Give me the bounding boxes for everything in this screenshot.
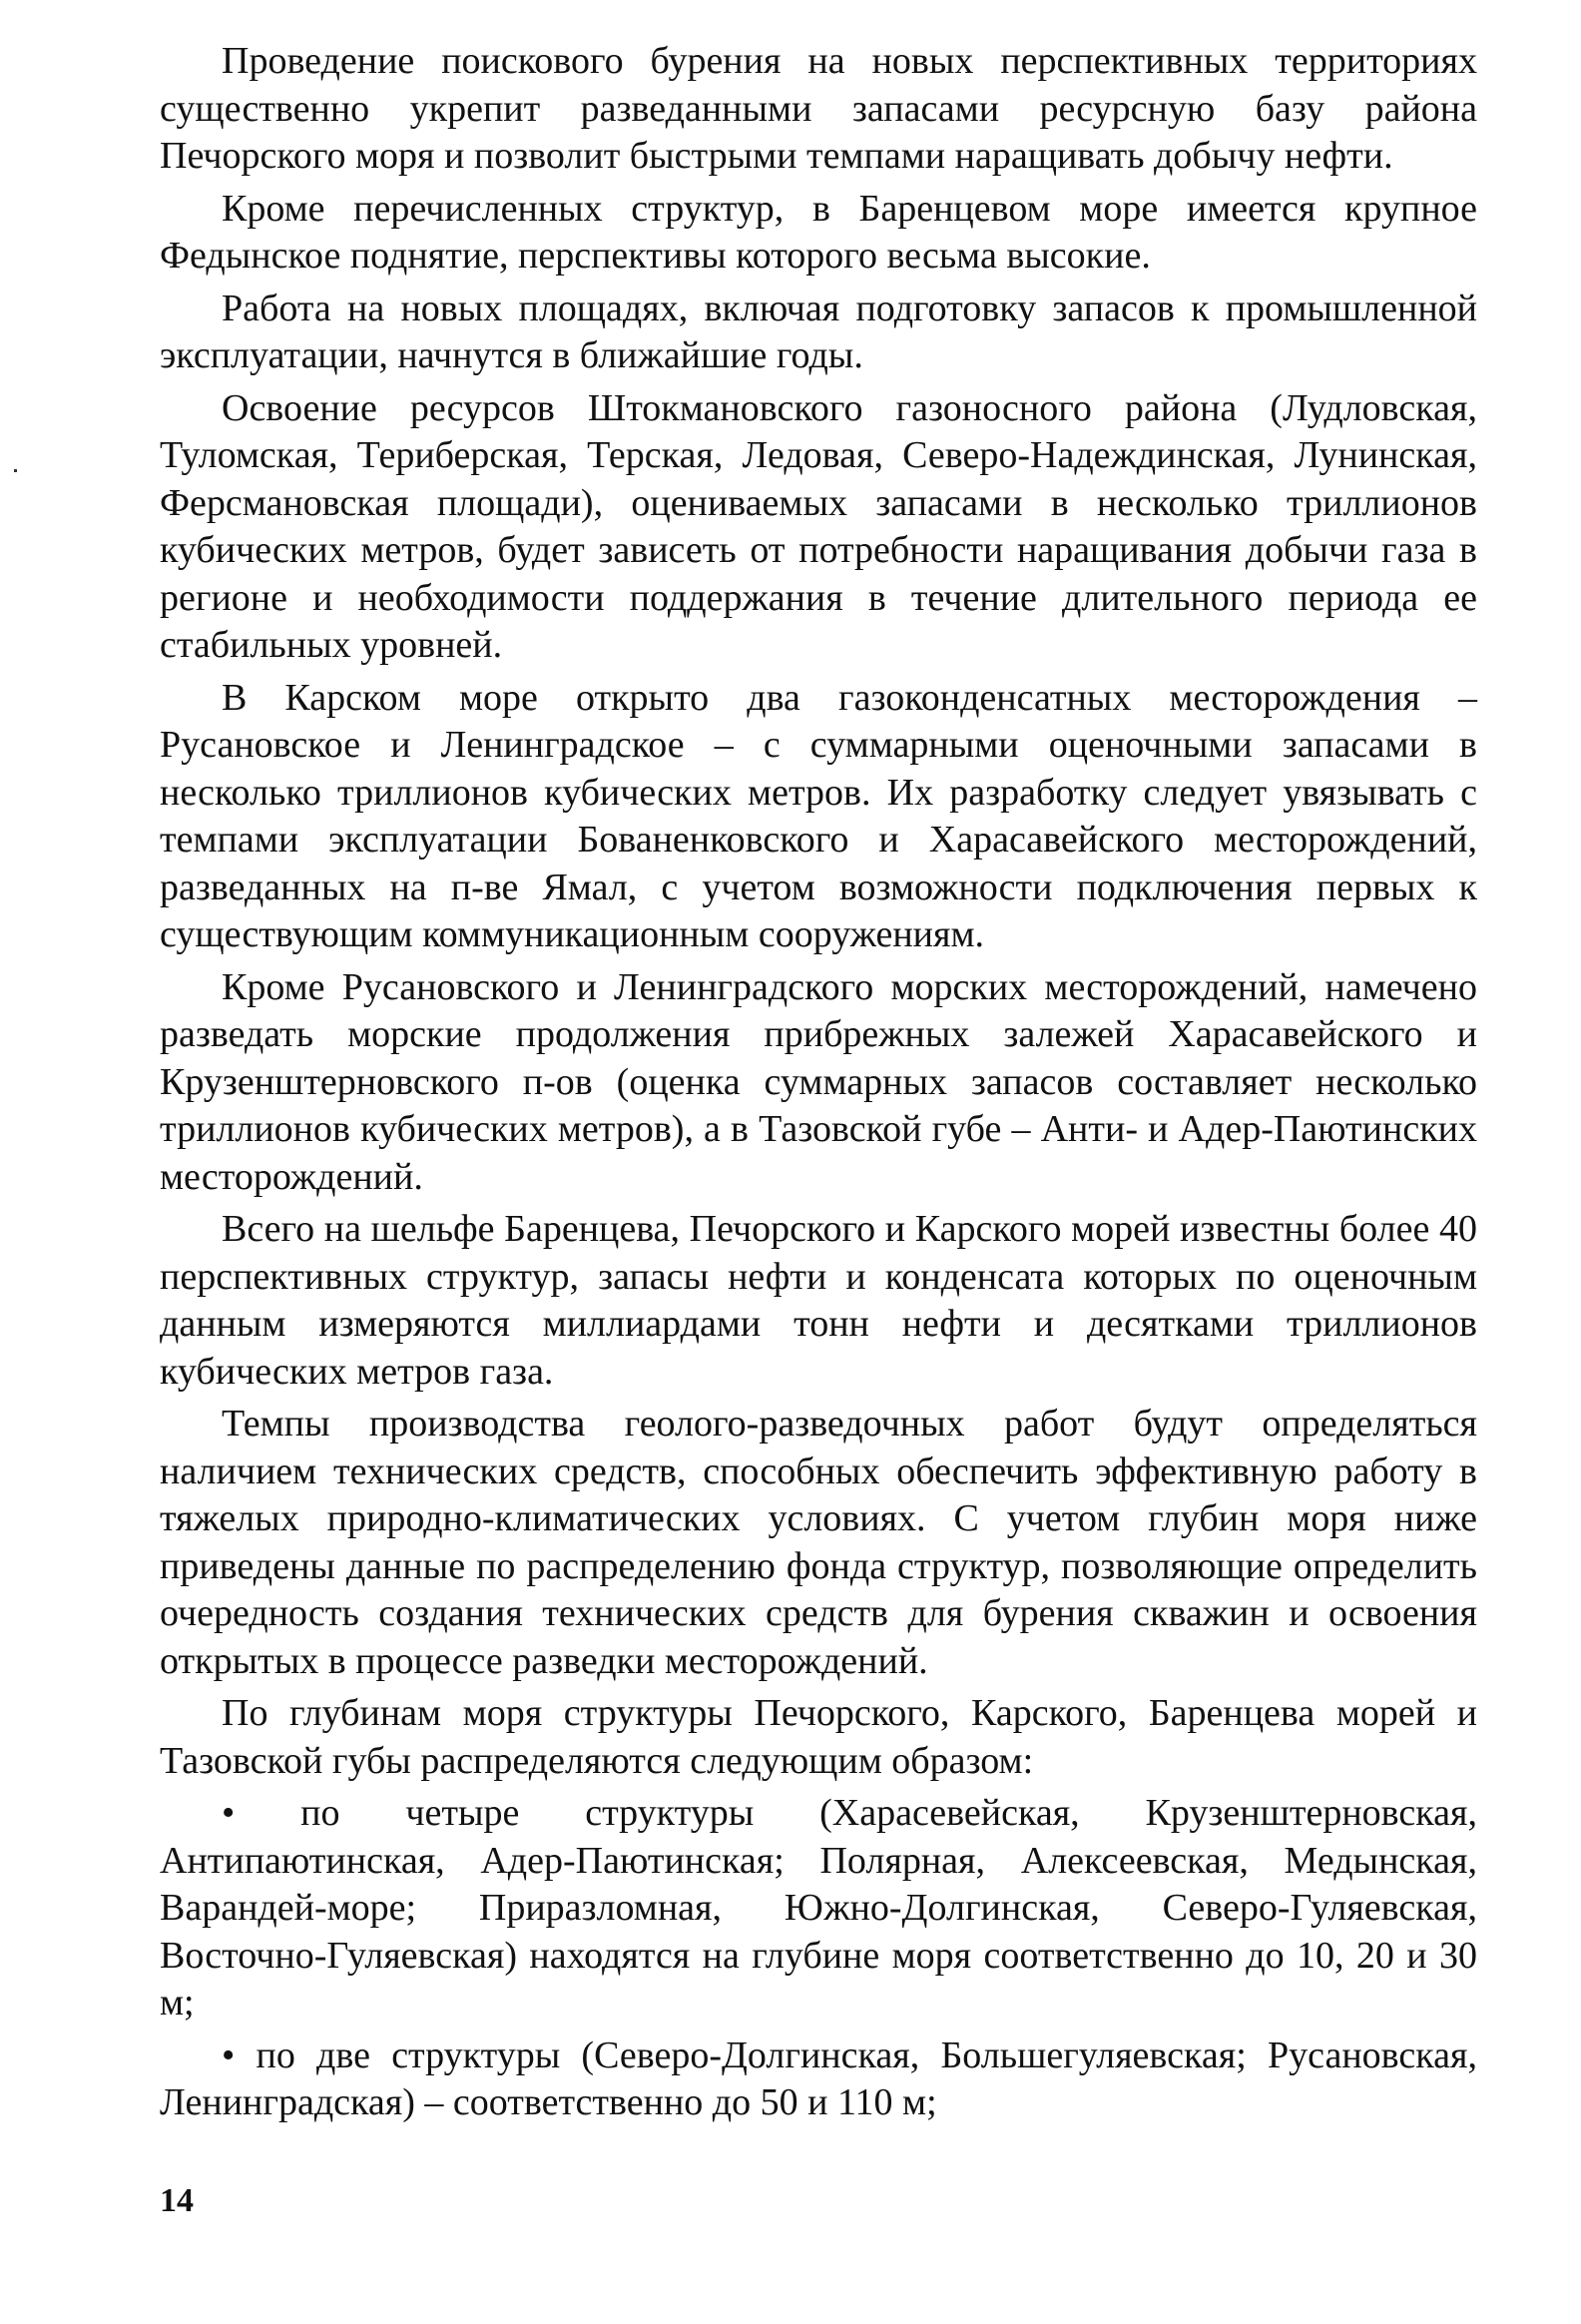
paragraph: В Карском море открыто два газоконденсатных месторождения – Русановское и Ленинградское – с суммарными оценочными запасами в несколько триллионов кубических метров. Их разработку следует увязывать с темпами эксплуатации Бованенковского и Харасавейского месторождений, разведанных на п-ве Ямал, с учетом возможности подключения первых к существующим коммуникационным сооружениям.: [160, 676, 1477, 955]
paragraph: Кроме перечисленных структур, в Баренцевом море имеется крупное Федынское поднятие, перспективы которого весьма высокие.: [160, 187, 1477, 277]
paragraph: Работа на новых площадях, включая подготовку запасов к промышленной эксплуатации, начнутся в ближайшие годы.: [160, 287, 1477, 376]
page-text: [160, 38, 1477, 2132]
list-item: • по четыре структуры (Харасевейская, Крузенштерновская, Антипаютинская, Адер-Паютинская; Полярная, Алексеевская, Медынская, Варандей-море; Приразломная, Южно-Долгинская, Северо-Гуляевская, Восточно-Гуляевская) находятся на глубине моря соответственно до 10, 20 и 30 м;: [160, 1792, 1477, 2024]
paragraph: Кроме Русановского и Ленинградского морских месторождений, намечено разведать морские продолжения прибрежных залежей Харасавейского и Крузенштерновского п-ов (оценка суммарных запасов составляет несколько триллионов кубических метров), а в Тазовской губе – Анти- и Адер-Паютинских месторождений.: [160, 965, 1477, 1198]
paragraph: Проведение поискового бурения на новых перспективных территориях существенно укрепит разведанными запасами ресурсную базу района Печорского моря и позволит быстрыми темпами наращивать добычу нефти.: [160, 40, 1477, 177]
paragraph: Всего на шельфе Баренцева, Печорского и Карского морей известны более 40 перспективных структур, запасы нефти и конденсата которых по оценочным данным измеряются миллиардами тонн нефти и десятками триллионов кубических метров газа.: [160, 1208, 1477, 1393]
stray-mark: [14, 469, 17, 472]
list-item: • по две структуры (Северо-Долгинская, Большегуляевская; Русановская, Ленинградская) – соответственно до 50 и 110 м;: [160, 2034, 1477, 2123]
paragraph: Освоение ресурсов Штокмановского газоносного района (Лудловская, Туломская, Териберская, Терская, Ледовая, Северо-Надеждинская, Лунинская, Ферсмановская площади), оцениваемых запасами в несколько триллионов кубических метров, будет зависеть от потребности наращивания добычи газа в регионе и необходимости поддержания в течение длительного периода ее стабильных уровней.: [160, 386, 1477, 666]
paragraph: По глубинам моря структуры Печорского, Карского, Баренцева морей и Тазовской губы распределяются следующим образом:: [160, 1692, 1477, 1782]
page-number: 14: [160, 2182, 194, 2219]
paragraph: Темпы производства геолого-разведочных работ будут определяться наличием технических средств, способных обеспечить эффективную работу в тяжелых природно-климатических условиях. С учетом глубин моря ниже приведены данные по распределению фонда структур, позволяющие определить очередность создания технических средств для бурения скважин и освоения открытых в процессе разведки месторождений.: [160, 1403, 1477, 1682]
